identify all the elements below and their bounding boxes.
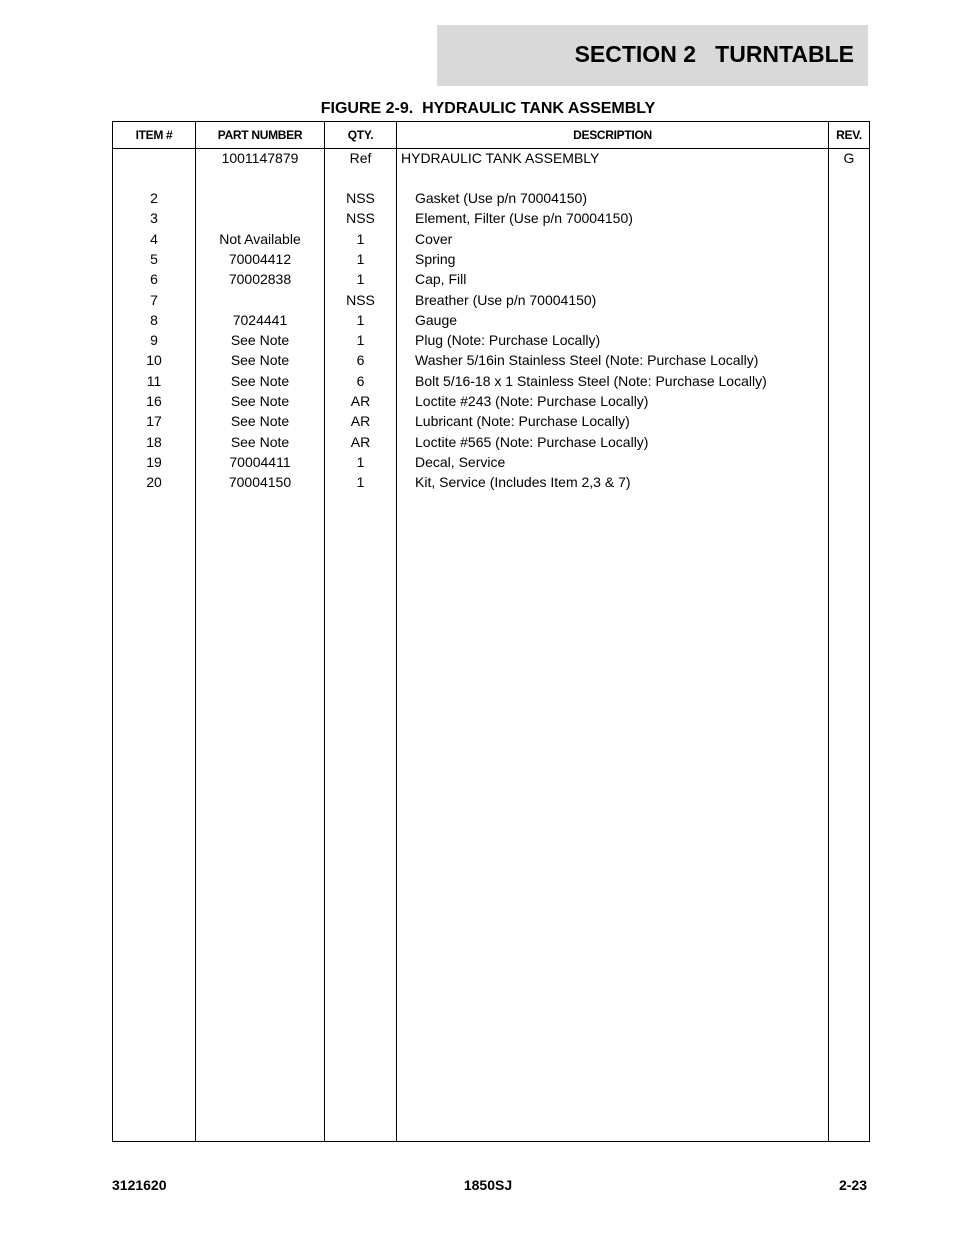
qty-cell: 1 xyxy=(356,332,365,349)
description-cell: Spring xyxy=(415,250,456,267)
part-number-cell: See Note xyxy=(230,332,290,349)
item-cell: 2 xyxy=(150,190,158,206)
description-cell: Kit, Service (Includes Item 2,3 & 7) xyxy=(415,474,631,491)
description-cell: Breather (Use p/n 70004150) xyxy=(415,291,597,308)
table-row xyxy=(113,229,869,249)
qty-cell: Ref xyxy=(349,150,372,166)
item-cell: 6 xyxy=(150,271,158,288)
qty-cell: 6 xyxy=(356,372,365,389)
item-cell: 9 xyxy=(150,332,158,349)
item-cell: 4 xyxy=(150,230,158,247)
part-number-cell: See Note xyxy=(230,433,290,450)
column-header-description: DESCRIPTION xyxy=(573,128,652,142)
qty-cell: AR xyxy=(350,393,371,409)
item-cell: 3 xyxy=(150,210,158,227)
qty-cell: 1 xyxy=(356,453,365,470)
item-cell: 17 xyxy=(146,413,162,430)
part-number-cell: 70004411 xyxy=(229,453,291,470)
qty-cell: 1 xyxy=(356,271,365,288)
qty-cell: AR xyxy=(350,413,371,430)
description-cell: Gasket (Use p/n 70004150) xyxy=(415,190,587,206)
page-number: 2-23 xyxy=(838,1177,867,1193)
table-row xyxy=(113,330,869,350)
qty-cell: 1 xyxy=(356,230,365,247)
column-header-item: ITEM # xyxy=(135,128,173,142)
section-title: SECTION 2 TURNTABLE xyxy=(574,41,854,67)
assembly-row xyxy=(113,148,869,168)
item-cell: 7 xyxy=(150,291,158,308)
description-cell: HYDRAULIC TANK ASSEMBLY xyxy=(401,150,600,166)
qty-cell: 1 xyxy=(356,311,365,328)
item-cell: 8 xyxy=(150,311,158,328)
part-number-cell: 7024441 xyxy=(232,311,288,328)
part-number-cell: See Note xyxy=(230,372,290,389)
part-number-cell: 1001147879 xyxy=(221,150,299,166)
qty-cell: 1 xyxy=(356,250,365,267)
table-row xyxy=(113,472,869,492)
table-row xyxy=(113,411,869,431)
item-cell: 19 xyxy=(146,453,162,470)
table-row xyxy=(113,269,869,289)
description-cell: Gauge xyxy=(415,311,458,328)
qty-cell: 6 xyxy=(356,352,365,369)
figure-title: FIGURE 2-9. HYDRAULIC TANK ASSEMBLY xyxy=(320,100,656,117)
part-number-cell: See Note xyxy=(230,352,290,369)
description-cell: Loctite #565 (Note: Purchase Locally) xyxy=(415,433,649,450)
description-cell: Plug (Note: Purchase Locally) xyxy=(415,332,601,349)
item-cell: 10 xyxy=(146,352,162,369)
description-cell: Cap, Fill xyxy=(415,271,467,288)
table-row xyxy=(113,310,869,330)
part-number-cell: 70002838 xyxy=(228,271,292,288)
table-row xyxy=(113,391,869,411)
qty-cell: NSS xyxy=(346,210,375,227)
table-row xyxy=(113,371,869,391)
part-number-cell: 70004150 xyxy=(228,474,292,491)
part-number-cell xyxy=(196,188,324,208)
rev-cell: G xyxy=(843,150,855,166)
model-name: 1850SJ xyxy=(463,1177,513,1193)
parts-table xyxy=(112,121,870,1142)
item-cell: 11 xyxy=(146,372,162,389)
description-cell: Lubricant (Note: Purchase Locally) xyxy=(415,413,630,430)
column-header-qty: QTY. xyxy=(347,128,374,142)
description-cell: Decal, Service xyxy=(415,453,506,470)
qty-cell: AR xyxy=(350,433,371,450)
table-row xyxy=(113,188,869,208)
part-number-cell: 70004412 xyxy=(228,250,292,267)
doc-number: 3121620 xyxy=(112,1177,167,1193)
table-row xyxy=(113,452,869,472)
part-number-cell xyxy=(196,290,324,310)
part-number-cell: See Note xyxy=(230,413,290,430)
table-row xyxy=(113,432,869,452)
description-cell: Loctite #243 (Note: Purchase Locally) xyxy=(415,393,649,409)
qty-cell: 1 xyxy=(356,474,365,491)
qty-cell: NSS xyxy=(346,291,375,308)
qty-cell: NSS xyxy=(346,190,375,206)
item-cell: 20 xyxy=(146,474,162,491)
table-row xyxy=(113,208,869,228)
item-cell: 5 xyxy=(150,250,158,267)
item-cell: 18 xyxy=(146,433,162,450)
item-cell xyxy=(113,148,195,168)
part-number-cell: See Note xyxy=(230,393,290,409)
table-row xyxy=(113,350,869,370)
description-cell: Washer 5/16in Stainless Steel (Note: Purchase Locally) xyxy=(415,352,759,369)
description-cell: Cover xyxy=(415,230,453,247)
description-cell: Bolt 5/16-18 x 1 Stainless Steel (Note: Purchase Locally) xyxy=(415,372,767,389)
column-header-rev: REV. xyxy=(836,128,862,142)
table-row xyxy=(113,249,869,269)
item-cell: 16 xyxy=(146,393,162,409)
column-header-part-number: PART NUMBER xyxy=(217,128,303,142)
table-row xyxy=(113,290,869,310)
part-number-cell: Not Available xyxy=(219,230,301,247)
description-cell: Element, Filter (Use p/n 70004150) xyxy=(415,210,633,227)
section-banner xyxy=(437,25,868,86)
part-number-cell xyxy=(196,208,324,228)
